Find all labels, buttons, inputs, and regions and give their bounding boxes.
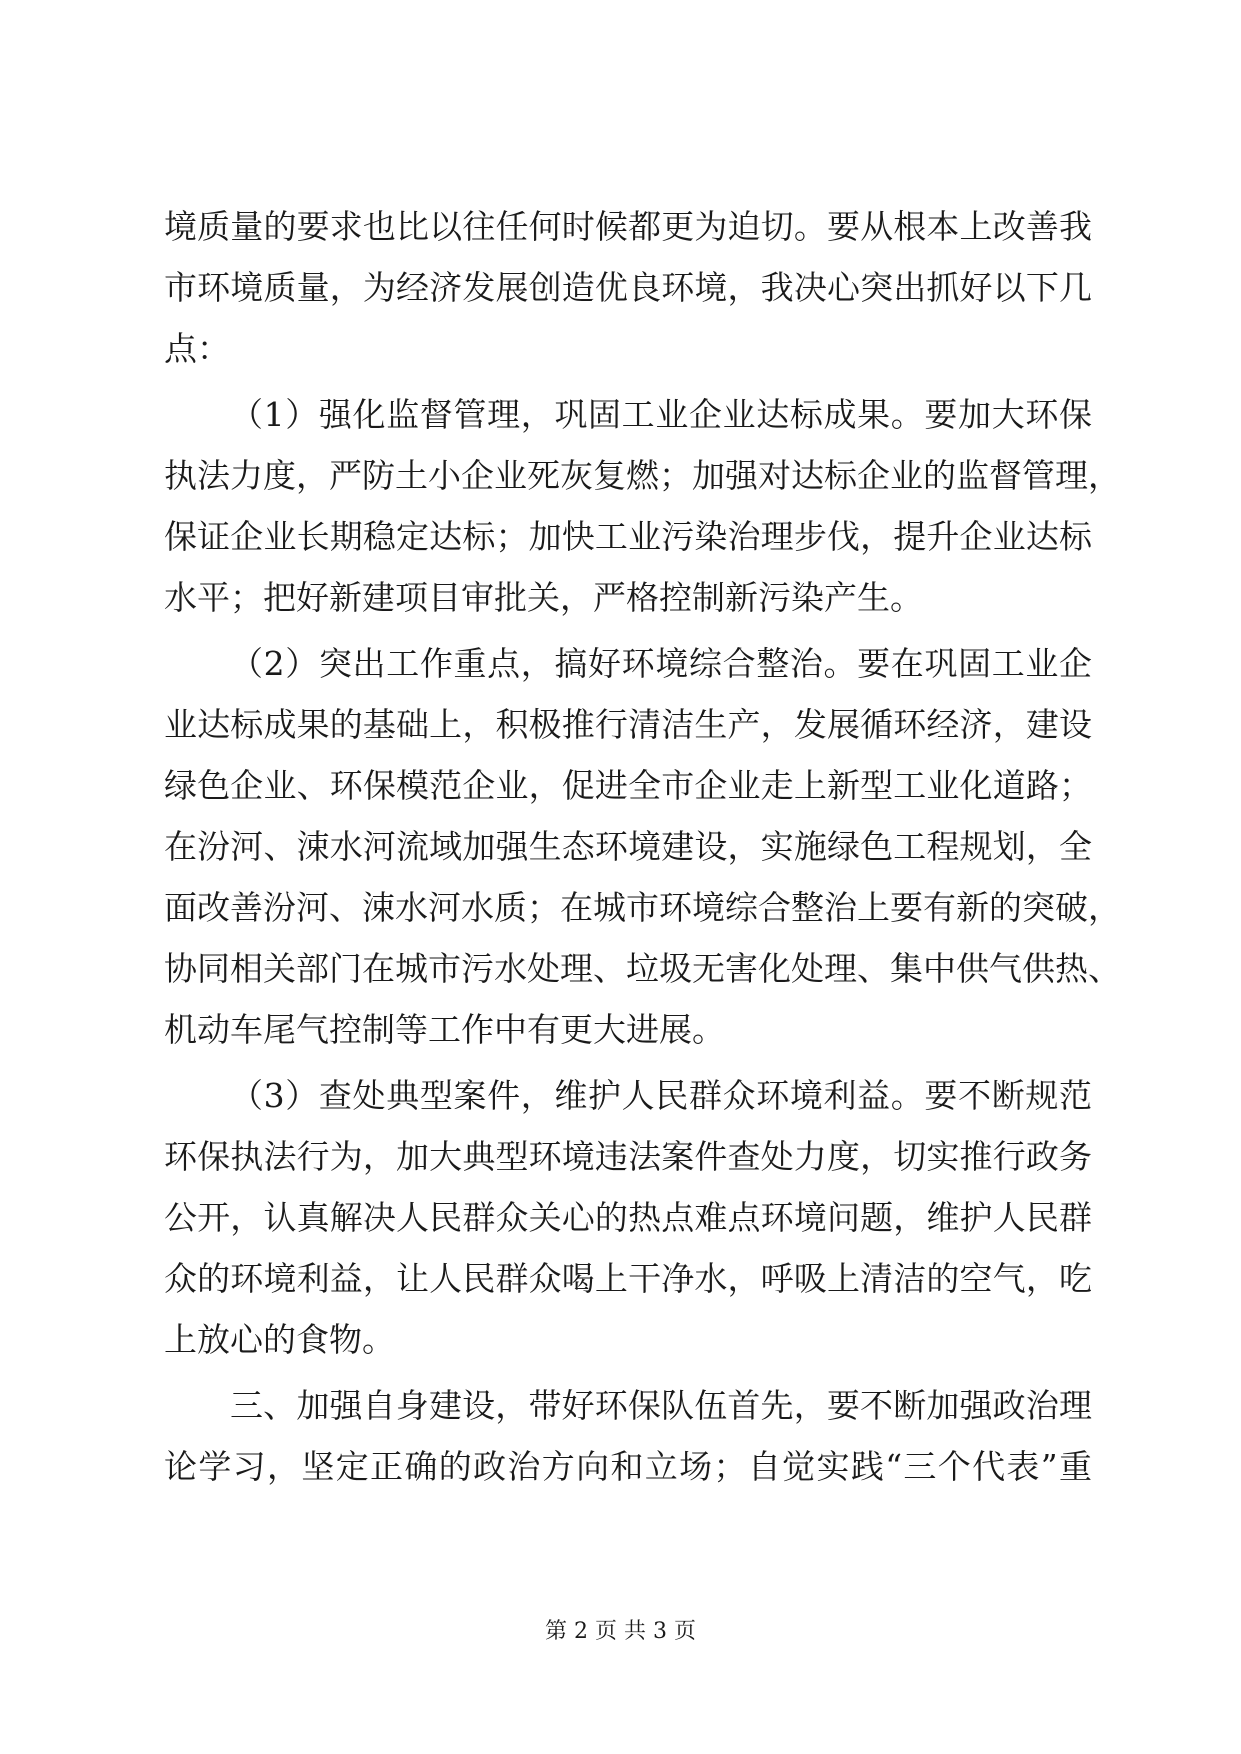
text-line: 三、加强自身建设，带好环保队伍首先，要不断加强政治理 [230, 1386, 1092, 1425]
text-line: 市环境质量，为经济发展创造优良环境，我决心突出抓好以下几 [164, 268, 1092, 307]
text-line: 上放心的食物。 [164, 1320, 395, 1359]
text-line: 面改善汾河、涑水河水质；在城市环境综合整治上要有新的突破， [164, 888, 1121, 927]
text-line: 业达标成果的基础上，积极推行清洁生产，发展循环经济，建设 [164, 705, 1092, 744]
text-line: 执法力度，严防土小企业死灰复燃；加强对达标企业的监督管理， [164, 456, 1121, 495]
text-line: 协同相关部门在城市污水处理、垃圾无害化处理、集中供气供热、 [164, 949, 1121, 988]
text-line: 众的环境利益，让人民群众喝上干净水，呼吸上清洁的空气，吃 [164, 1259, 1092, 1298]
text-line: 公开，认真解决人民群众关心的热点难点环境问题，维护人民群 [164, 1198, 1092, 1237]
text-line: 保证企业长期稳定达标；加快工业污染治理步伐，提升企业达标 [164, 517, 1092, 556]
text-line: 绿色企业、环保模范企业，促进全市企业走上新型工业化道路； [164, 766, 1092, 805]
text-line: 论学习，坚定正确的政治方向和立场；自觉实践“三个代表”重 [164, 1447, 1092, 1486]
text-line: 境质量的要求也比以往任何时候都更为迫切。要从根本上改善我 [164, 207, 1092, 246]
text-line: 环保执法行为，加大典型环境违法案件查处力度，切实推行政务 [164, 1137, 1092, 1176]
text-line: （1）强化监督管理，巩固工业企业达标成果。要加大环保 [230, 395, 1092, 434]
text-line: 在汾河、涑水河流域加强生态环境建设，实施绿色工程规划，全 [164, 827, 1092, 866]
text-line: 机动车尾气控制等工作中有更大进展。 [164, 1010, 725, 1049]
document-body [164, 196, 1121, 1497]
text-line: （2）突出工作重点，搞好环境综合整治。要在巩固工业企 [230, 644, 1092, 683]
text-line: 水平；把好新建项目审批关，严格控制新污染产生。 [164, 578, 923, 617]
text-line: （3）查处典型案件，维护人民群众环境利益。要不断规范 [230, 1076, 1092, 1115]
page-number-footer: 第 2 页 共 3 页 [545, 1619, 696, 1644]
text-line: 点： [164, 329, 230, 368]
